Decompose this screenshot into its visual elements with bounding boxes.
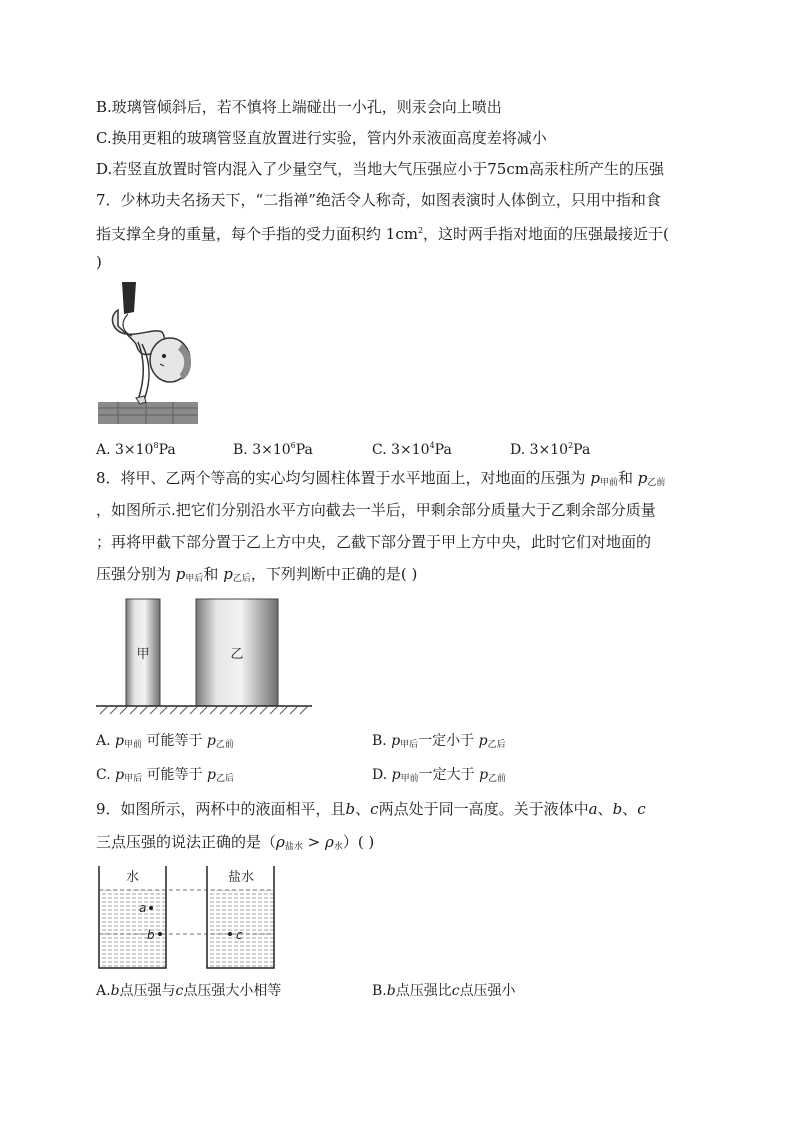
point-b-label: b (147, 928, 155, 942)
q7-stem-line2: 指支撑全身的重量，每个手指的受力面积约 $1cm^2$，这时两手指对地面的压强最接近于( (96, 225, 669, 243)
q7-stem-line1: 7．少林功夫名扬天下，“二指禅”绝活令人称奇，如图表演时人体倒立，只用中指和食 (96, 191, 661, 209)
q7-option-a: A. $3\times 10^8Pa$ (96, 441, 176, 458)
q8-option-c: C. $p_{甲后}$ 可能等于 $p_{乙后}$ (96, 767, 234, 784)
q6-option-b: B.玻璃管倾斜后，若不慎将上端碰出一小孔，则汞会向上喷出 (96, 98, 502, 116)
q8-option-b: B. $p_{甲后}$一定小于 $p_{乙后}$ (372, 733, 506, 750)
q7-stem-line3: ) (96, 253, 102, 271)
q9-option-a: A.b点压强与c点压强大小相等 (96, 983, 282, 999)
label-salt-water: 盐水 (228, 870, 255, 885)
q6-option-c: C.换用更粗的玻璃管竖直放置进行实验，管内外汞液面高度差将减小 (96, 129, 547, 147)
q7-option-d: D. $3\times 10^2Pa$ (510, 441, 591, 458)
label-jia: 甲 (136, 647, 150, 662)
point-b (158, 932, 162, 936)
q8-option-d: D. $p_{甲前}$一定大于 $p_{乙前}$ (372, 767, 507, 784)
q7-option-b: B. $3\times 10^6Pa$ (233, 441, 313, 458)
q8-stem-line2: ，如图所示.把它们分别沿水平方向截去一半后，甲剩余部分质量大于乙剩余部分质量 (96, 501, 656, 519)
label-yi: 乙 (230, 647, 244, 662)
q9-option-b: B.b点压强比c点压强小 (372, 983, 516, 999)
cylinders-figure (96, 596, 312, 718)
handstand-figure (98, 282, 198, 424)
q8-stem-line3: ；再将甲截下部分置于乙上方中央，乙截下部分置于甲上方中央，此时它们对地面的 (96, 533, 652, 551)
point-c (228, 932, 232, 936)
label-water: 水 (126, 870, 140, 885)
point-a-label: a (139, 901, 147, 915)
q9-stem-line1: 9．如图所示，两杯中的液面相平，且b、c两点处于同一高度。关于液体中a、b、c (96, 800, 646, 818)
q8-stem-line4: 压强分别为 $p_{甲后}$和 $p_{乙后}$，下列判断中正确的是( ) (96, 565, 418, 584)
beakers-figure (96, 864, 286, 972)
q9-stem-line2: 三点压强的说法正确的是$(\rho_{盐水} > \rho_水)$( ) (96, 833, 375, 852)
q8-option-a: A. $p_{甲前}$ 可能等于 $p_{乙前}$ (96, 733, 234, 750)
q7-option-c: C. $3\times 10^4Pa$ (372, 441, 452, 458)
point-c-label: c (236, 928, 243, 942)
q8-stem-line1: 8．将甲、乙两个等高的实心均匀圆柱体置于水平地面上，对地面的压强为 $p_{甲前}$和 $p_{乙前}$ (96, 469, 666, 488)
point-a (149, 906, 153, 910)
q6-option-d: D.若竖直放置时管内混入了少量空气，当地大气压强应小于75cm高汞柱所产生的压强 (96, 160, 664, 178)
